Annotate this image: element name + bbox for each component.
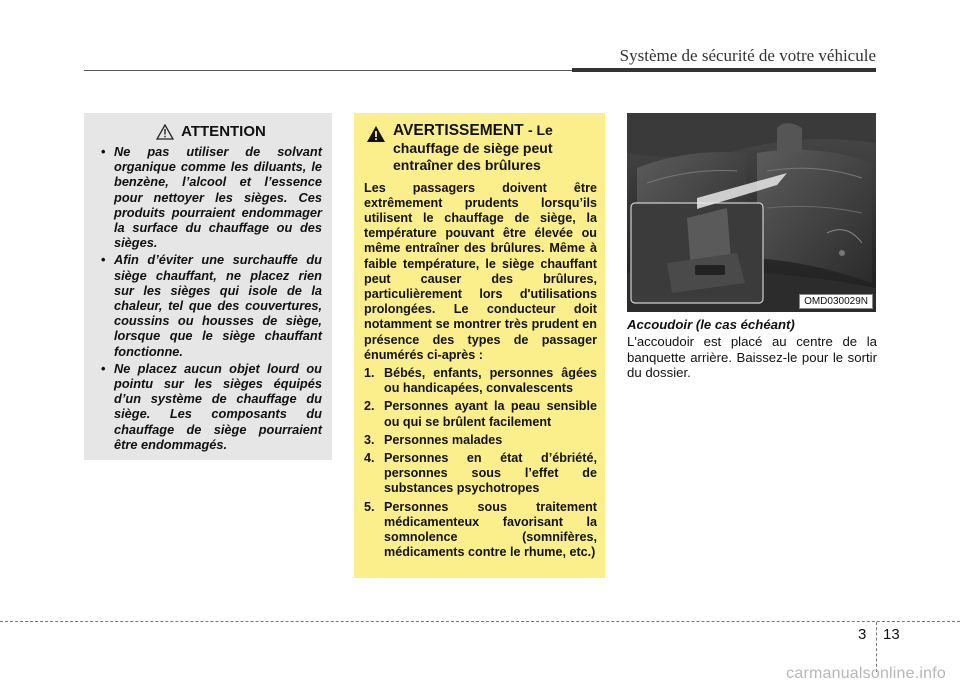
- photo-code-label: OMD030029N: [799, 294, 873, 309]
- list-text: Bébés, enfants, personnes âgées ou handicapées, convalescents: [384, 365, 597, 396]
- warning-list-item: [364, 500, 597, 561]
- warning-list-item: [364, 399, 597, 429]
- page-number: 13: [883, 626, 900, 643]
- caution-item: • Ne placez aucun objet lourd ou pointu sur les sièges équipés d’un système de chauffage du siège. Les composants du chauffage de siège pourraient être endommagés.: [94, 361, 322, 452]
- warning-title: AVERTISSEMENT: [393, 122, 524, 139]
- warning-subtitle: - Le chauffage de siège peut entraîner des brûlures: [393, 122, 553, 173]
- caution-item: • Afin d’éviter une surchauffe du siège chauffant, ne placez rien sur les sièges qui isole de la chaleur, tel que des couvertures, coussins ou housses de siège, lorsque que le siège chauffant fonctionne.: [94, 252, 322, 358]
- caution-list: [94, 144, 322, 452]
- warning-list-item: [364, 366, 597, 396]
- header-rule-accent: [572, 68, 876, 72]
- list-number: 5.: [364, 499, 375, 514]
- list-text: Personnes ayant la peau sensible ou qui se brûlent facilement: [384, 399, 597, 429]
- armrest-photo: [627, 113, 876, 312]
- caution-heading: [94, 123, 322, 140]
- armrest-body: L'accoudoir est placé au centre de la banquette arrière. Baissez-le pour le sortir du dossier.: [627, 334, 877, 380]
- rear-seat-illustration: [627, 113, 876, 312]
- warning-box: [354, 113, 605, 578]
- list-number: 3.: [364, 432, 375, 447]
- watermark: carmanualsonline.info: [786, 665, 946, 682]
- chapter-number: 3: [858, 626, 867, 643]
- warning-list: [364, 366, 597, 560]
- list-number: 1.: [364, 365, 375, 380]
- warning-title-block: [393, 122, 597, 175]
- armrest-title: Accoudoir (le cas échéant): [627, 317, 795, 332]
- warning-triangle-icon: [156, 124, 174, 140]
- warning-heading: [364, 122, 597, 175]
- warning-list-item: [364, 451, 597, 497]
- caution-title: ATTENTION: [181, 123, 266, 140]
- list-number: 2.: [364, 399, 375, 414]
- caution-box: [84, 113, 332, 460]
- list-number: 4.: [364, 450, 375, 465]
- list-text: Personnes malades: [384, 432, 503, 447]
- caution-item: • Ne pas utiliser de solvant organique comme les diluants, le benzène, l’alcool et l’essence pour nettoyer les sièges. Ces produits pourraient endommager la surface du chauffage ou des sièges.: [94, 144, 322, 250]
- list-text: Personnes en état d’ébriété, personnes sous l’effet de substances psychotropes: [384, 450, 597, 496]
- warning-list-item: [364, 433, 597, 448]
- warning-triangle-icon: [366, 125, 386, 143]
- warning-text: Les passagers doivent être extrêmement prudents lorsqu’ils utilisent le chauffage de siège, la température pouvant être élevée ou même entraîner des brûlures. Même à faible température, le siège chauffant peut causer des brûlures, particulièrement lors d'utilisations prolongées. Le conducteur doit notamment se montrer très prudent en présence des types de passager énumérés ci-après :: [364, 180, 597, 362]
- footer-rule: [0, 621, 960, 622]
- page-header-title: Système de sécurité de votre véhicule: [619, 46, 876, 65]
- list-text: Personnes sous traitement médicamenteux favorisant la somnolence (somnifères, médicaments contre le rhume, etc.): [384, 499, 597, 560]
